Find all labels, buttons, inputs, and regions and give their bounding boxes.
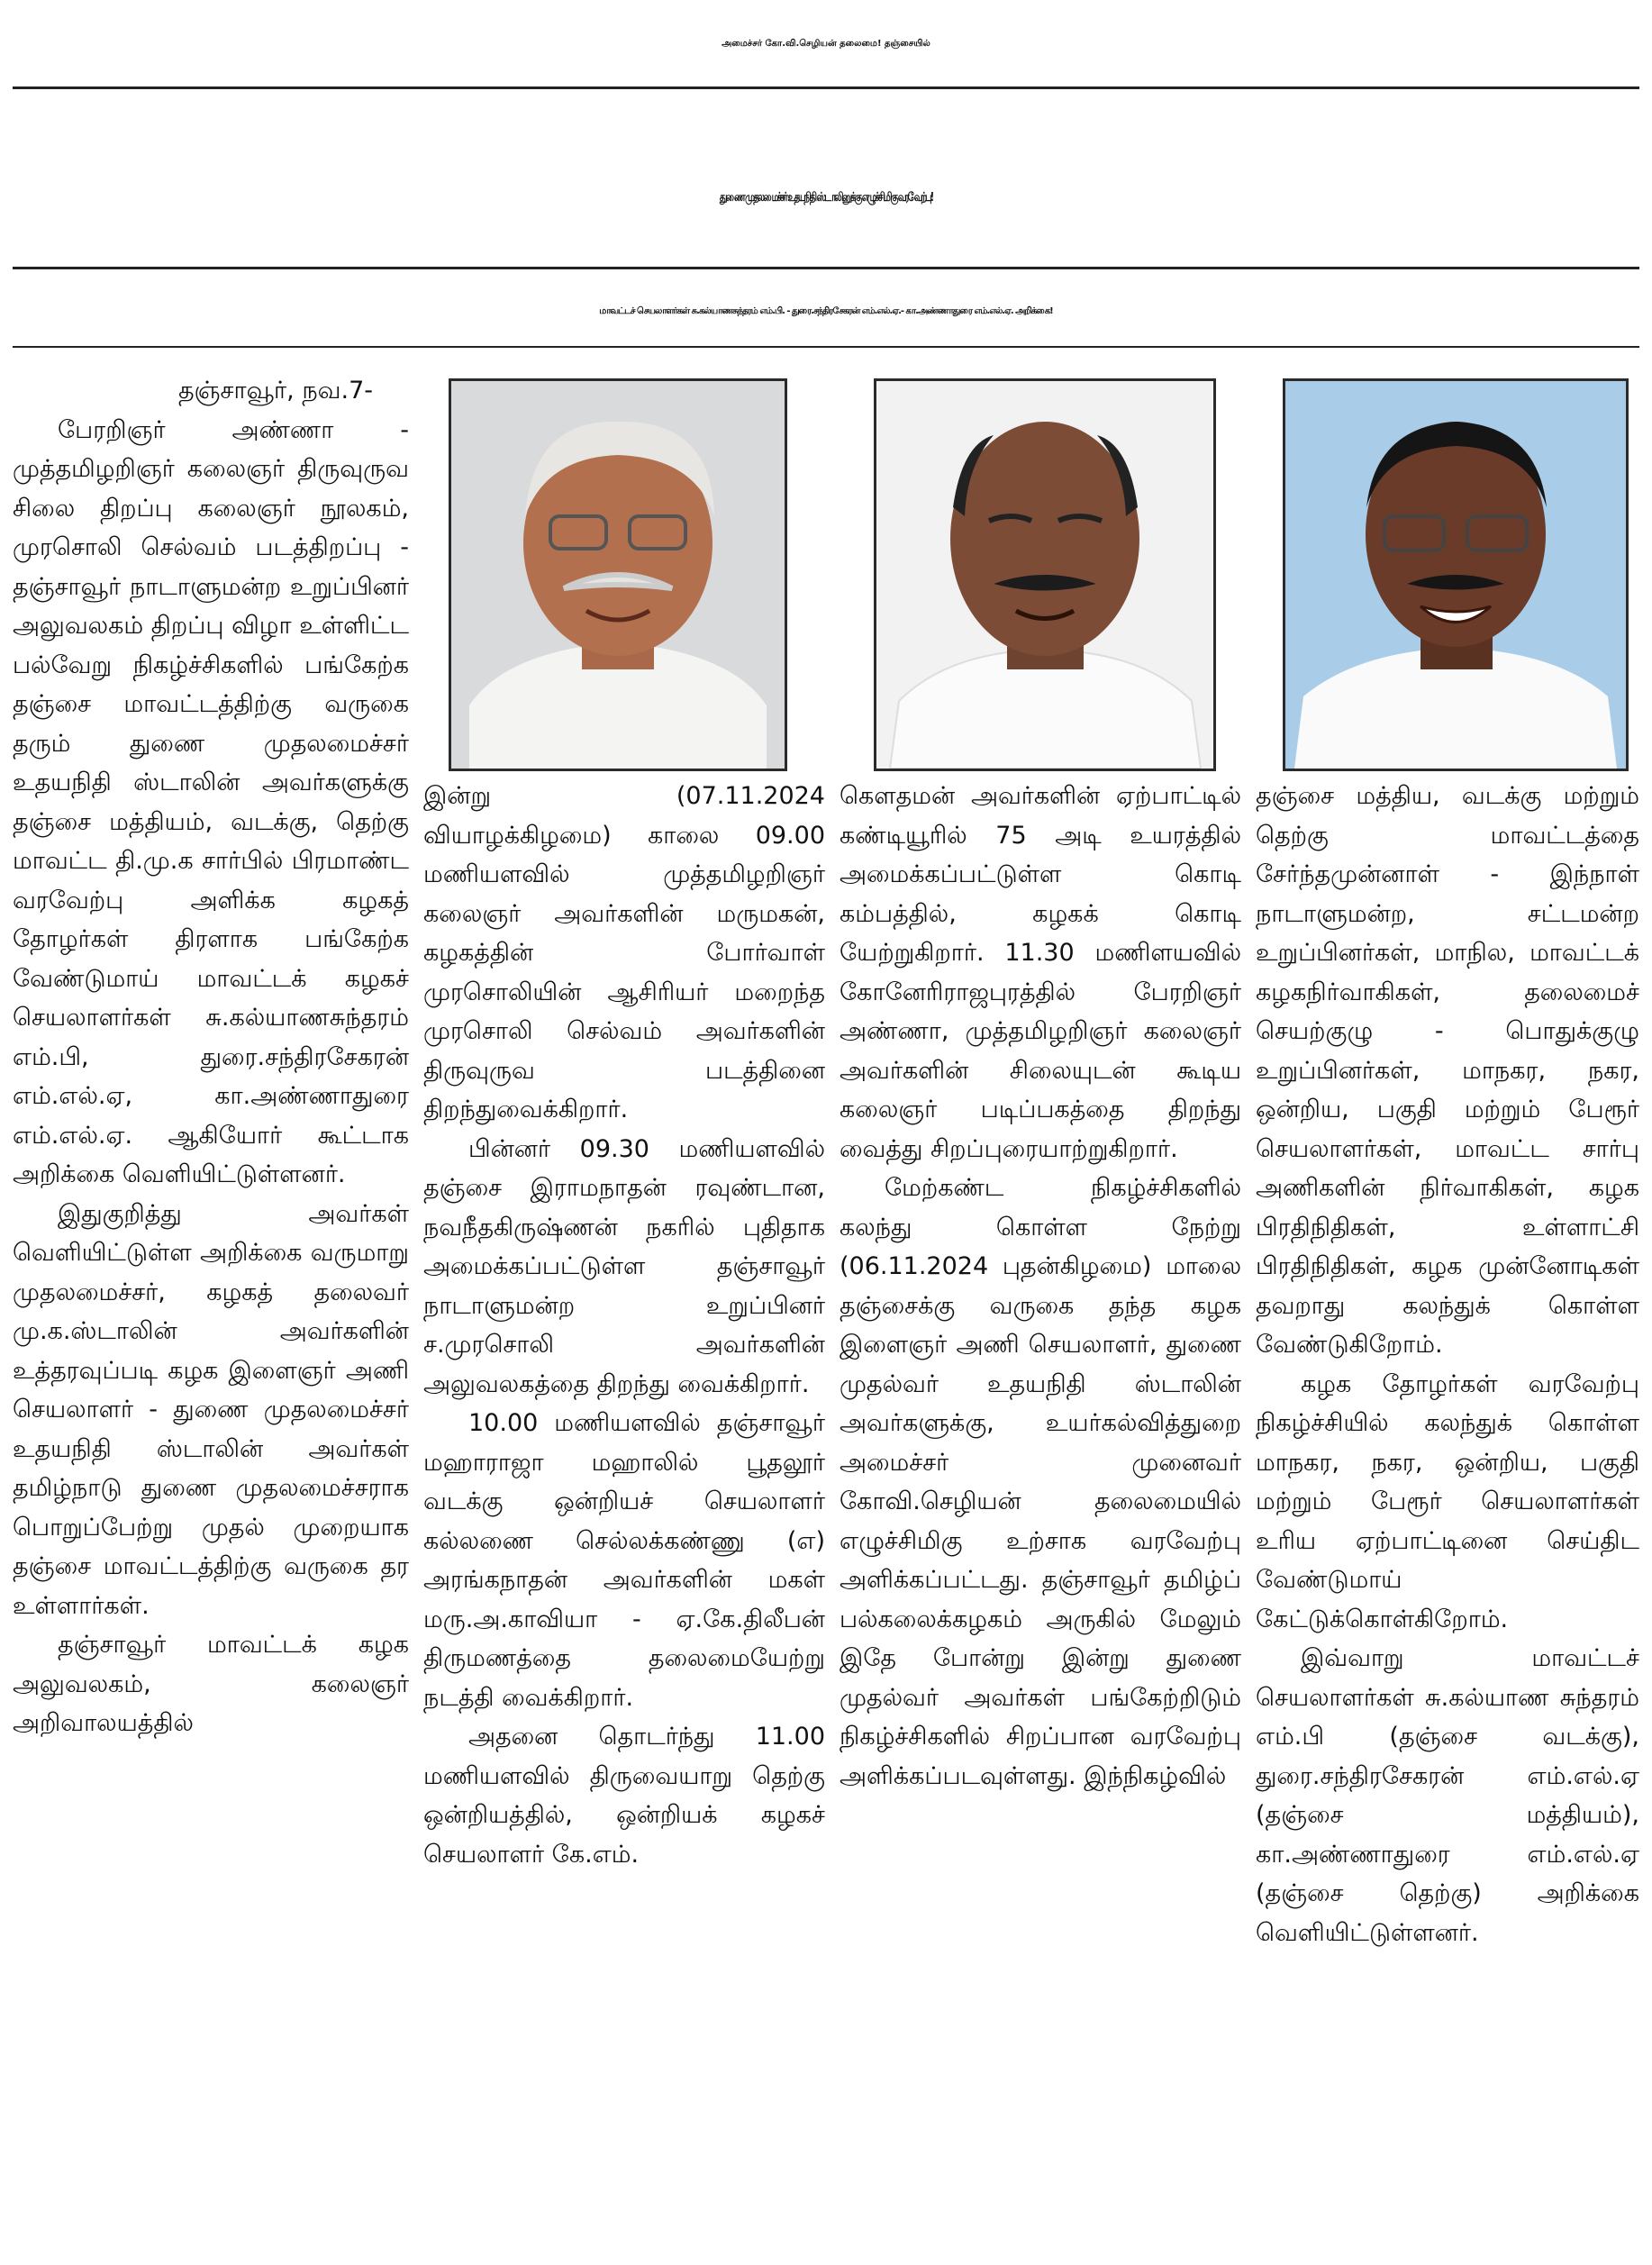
article-column-1 bbox=[13, 371, 409, 2258]
article-column-4 bbox=[1256, 777, 1639, 2258]
article-column-2 bbox=[423, 777, 825, 2258]
paragraph: மேற்கண்ட நிகழ்ச்சிகளில் கலந்து கொள்ள நேற்று (06.11.2024 புதன்கிழமை) மாலை தஞ்சைக்கு வருகை தந்த கழக இளைஞர் அணி செயலாளர், துணை முதல்வர் உதயநிதி ஸ்டாலின் அவர்களுக்கு, உயர்கல்வித்துறை அமைச்சர் முனைவர் கோவி.செழியன் தலைமையில் எழுச்சிமிகு உற்சாக வரவேற்பு அளிக்கப்பட்டது. தஞ்சாவூர் தமிழ்ப் பல்கலைக்கழகம் அருகில் மேலும் இதே போன்று இன்று துணை முதல்வர் அவர்கள் பங்கேற்றிடும் நிகழ்ச்சிகளில் சிறப்பான வரவேற்பு அளிக்கப்படவுள்ளது. இந்நிகழ்வில் bbox=[840, 1174, 1241, 1790]
paragraph: தஞ்சாவூர் மாவட்டக் கழக அலுவலகம், கலைஞர் அறிவாலயத்தில் bbox=[13, 1631, 409, 1737]
top-rule bbox=[13, 86, 1639, 89]
paragraph: இன்று (07.11.2024 வியாழக்கிழமை) காலை 09.00 மணியளவில் முத்தமிழறிஞர் கலைஞர் அவர்களின் மருமகன், கழகத்தின் போர்வாள் முரசொலியின் ஆசிரியர் மறைந்த முரசொலி செல்வம் அவர்களின் திருவுருவ படத்தினை திறந்துவைக்கிறார். bbox=[423, 782, 825, 1123]
portrait-photo-annadurai bbox=[1283, 378, 1629, 771]
paragraph: 10.00 மணியளவில் தஞ்சாவூர் மஹாராஜா மஹாலில் பூதலூர் வடக்கு ஒன்றியச் செயலாளர் கல்லணை செல்லக்கண்ணு (எ) அரங்கநாதன் அவர்களின் மகள் மரு.அ.காவியா - ஏ.கே.திலீபன் திருமணத்தை தலைமையேற்று நடத்தி வைக்கிறார். bbox=[423, 1409, 825, 1712]
paragraph: கௌதமன் அவர்களின் ஏற்பாட்டில் கண்டியூரில் 75 அடி உயரத்தில் அமைக்கப்பட்டுள்ள கொடி கம்பத்தில், கழகக் கொடி யேற்றுகிறார். 11.30 மணிளயவில் கோனேரிராஜபுரத்தில் பேரறிஞர் அண்ணா, முத்தமிழறிஞர் கலைஞர் அவர்களின் சிலையுடன் கூடிய கலைஞர் படிப்பகத்தை திறந்து வைத்து சிறப்புரையாற்றுகிறார். bbox=[840, 782, 1241, 1163]
kicker: அமைச்சர் கோ.வி.செழியன் தலைமை! தஞ்சையில் bbox=[722, 39, 930, 49]
subhead-rule bbox=[13, 346, 1639, 348]
paragraph: பேரறிஞர் அண்ணா - முத்தமிழறிஞர் கலைஞர் திருவுருவ சிலை திறப்பு கலைஞர் நூலகம், முரசொலி செல்வம் படத்திறப்பு - தஞ்சாவூர் நாடாளுமன்ற உறுப்பினர் அலுவலகம் திறப்பு விழா உள்ளிட்ட பல்வேறு நிகழ்ச்சிகளில் பங்கேற்க தஞ்சை மாவட்டத்திற்கு வருகை தரும் துணை முதலமைச்சர் உதயநிதி ஸ்டாலின் அவர்களுக்கு தஞ்சை மத்தியம், வடக்கு, தெற்கு மாவட்ட தி.மு.க சார்பில் பிரமாண்ட வரவேற்பு அளிக்க கழகத் தோழர்கள் திரளாக பங்கேற்க வேண்டுமாய் மாவட்டக் கழகச் செயலாளர்கள் சு.கல்யாணசுந்தரம் எம்.பி, துரை.சந்திரசேகரன் எம்.எல்.ஏ, கா.அண்ணாதுரை எம்.எல்.ஏ. ஆகியோர் கூட்டாக அறிக்கை வெளியிட்டுள்ளனர். bbox=[13, 415, 409, 1188]
headline-rule bbox=[13, 267, 1639, 269]
dateline: தஞ்சாவூர், நவ.7- bbox=[177, 377, 373, 405]
headline: துணை முதலமைச்சர் உதயநிதி ஸ்டாலினுக்கு எழுச்சிமிகு வரவேற்பு! bbox=[719, 191, 933, 205]
paragraph: அதனை தொடர்ந்து 11.00 மணியளவில் திருவையாறு தெற்கு ஒன்றியத்தில், ஒன்றியக் கழகச் செயலாளர் கே.எம். bbox=[423, 1723, 825, 1869]
paragraph: இதுகுறித்து அவர்கள் வெளியிட்டுள்ள அறிக்கை வருமாறு முதலமைச்சர், கழகத் தலைவர் மு.க.ஸ்டாலின் அவர்களின் உத்தரவுப்படி கழக இளைஞர் அணி செயலாளர் - துணை முதலமைச்சர் உதயநிதி ஸ்டாலின் அவர்கள் தமிழ்நாடு துணை முதலமைச்சராக பொறுப்பேற்று முதல் முறையாக தஞ்சை மாவட்டத்திற்கு வருகை தர உள்ளார்கள். bbox=[13, 1199, 409, 1620]
paragraph: கழக தோழர்கள் வரவேற்பு நிகழ்ச்சியில் கலந்துக் கொள்ள மாநகர, நகர, ஒன்றிய, பகுதி மற்றும் பேரூர் செயலாளர்கள் உரிய ஏற்பாட்டினை செய்திட வேண்டுமாய் கேட்டுக்கொள்கிறோம். bbox=[1256, 1369, 1639, 1633]
paragraph: பின்னர் 09.30 மணியளவில் தஞ்சை இராமநாதன் ரவுண்டான, நவநீதகிருஷ்ணன் நகரில் புதிதாக அமைக்கப்பட்டுள்ள தஞ்சாவூர் நாடாளுமன்ற உறுப்பினர் ச.முரசொலி அவர்களின் அலுவலகத்தை திறந்து வைக்கிறார். bbox=[423, 1134, 825, 1398]
portrait-photo-kalyanasundaram bbox=[449, 378, 787, 771]
subhead: மாவட்டச் செயலாளர்கள் சு.கல்யாணசுந்தரம் எம்.பி. - துரை.சந்திரசேகரன் எம்.எல்.ஏ.- கா.அண்ணாதுரை எம்.எல்.ஏ. அறிக்கை! bbox=[599, 306, 1053, 316]
paragraph: இவ்வாறு மாவட்டச் செயலாளர்கள் சு.கல்யாண சுந்தரம் எம்.பி (தஞ்சை வடக்கு), துரை.சந்திரசேகரன் எம்.எல்.ஏ (தஞ்சை மத்தியம்), கா.அண்ணாதுரை எம்.எல்.ஏ (தஞ்சை தெற்கு) அறிக்கை வெளியிட்டுள்ளனர். bbox=[1256, 1644, 1639, 1947]
paragraph: தஞ்சை மத்திய, வடக்கு மற்றும் தெற்கு மாவட்டத்தை சேர்ந்தமுன்னாள் - இந்நாள் நாடாளுமன்ற, சட்டமன்ற உறுப்பினர்கள், மாநில, மாவட்டக் கழகநிர்வாகிகள், தலைமைச் செயற்குழு - பொதுக்குழு உறுப்பினர்கள், மாநகர, நகர, ஒன்றிய, பகுதி மற்றும் பேரூர் செயலாளர்கள், மாவட்ட சார்பு அணிகளின் நிர்வாகிகள், கழக பிரதிநிதிகள், உள்ளாட்சி பிரதிநிதிகள், கழக முன்னோடிகள் தவறாது கலந்துக் கொள்ள வேண்டுகிறோம். bbox=[1256, 782, 1639, 1359]
article-column-3 bbox=[840, 777, 1241, 2258]
portrait-photo-chandrasekaran bbox=[874, 378, 1216, 771]
